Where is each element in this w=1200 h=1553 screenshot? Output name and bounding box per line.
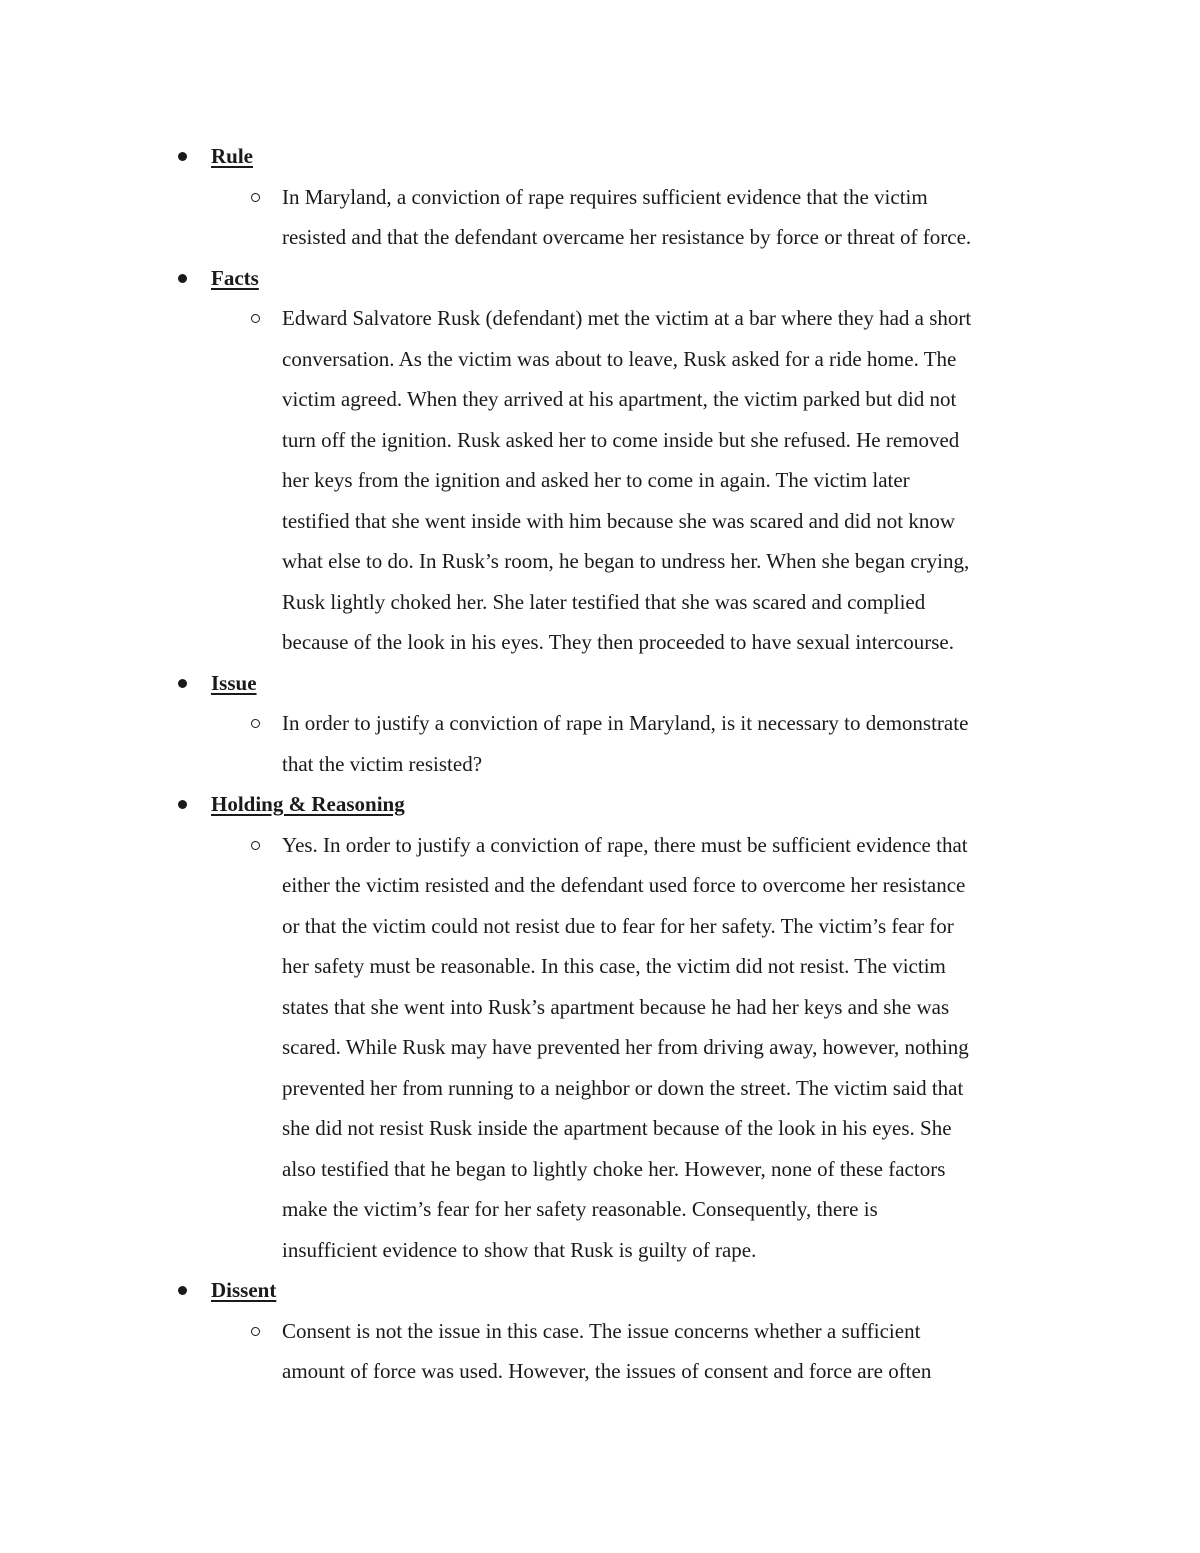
case-brief-outline — [175, 136, 1065, 1392]
section-heading-row — [175, 1270, 1065, 1311]
filled-bullet-icon — [178, 274, 187, 283]
text-line: either the victim resisted and the defendant used force to overcome her resistance — [282, 873, 966, 897]
section-body — [175, 825, 1065, 1271]
section-body — [175, 298, 1065, 663]
hollow-bullet-icon — [251, 841, 260, 850]
text-line: her keys from the ignition and asked her to come in again. The victim later — [282, 468, 910, 492]
hollow-bullet-icon — [251, 193, 260, 202]
section-holding-reasoning — [175, 784, 1065, 1270]
filled-bullet-icon — [178, 679, 187, 688]
filled-bullet-icon — [178, 800, 187, 809]
section-heading: Facts — [211, 265, 259, 290]
filled-bullet-icon — [178, 1286, 187, 1295]
text-line: Rusk lightly choked her. She later testified that she was scared and complied — [282, 589, 926, 614]
text-line: her safety must be reasonable. In this case, the victim did not resist. The victim — [282, 954, 946, 978]
text-line: victim agreed. When they arrived at his apartment, the victim parked but did not — [282, 387, 957, 411]
text-line: because of the look in his eyes. They then proceeded to have sexual intercourse. — [282, 630, 954, 654]
text-line: insufficient evidence to show that Rusk is guilty of rape. — [282, 1237, 757, 1262]
section-body — [175, 177, 1065, 258]
text-line: what else to do. In Rusk’s room, he began to undress her. When she began crying, — [282, 549, 970, 573]
section-heading-row — [175, 663, 1065, 704]
text-line: prevented her from running to a neighbor or down the street. The victim said that — [282, 1075, 964, 1100]
text-line: turn off the ignition. Rusk asked her to come inside but she refused. He removed — [282, 427, 960, 452]
section-heading-row — [175, 136, 1065, 177]
text-line: scared. While Rusk may have prevented her from driving away, however, nothing — [282, 1035, 969, 1059]
text-line: conversation. As the victim was about to leave, Rusk asked for a ride home. The — [282, 346, 957, 371]
text-line: resisted and that the defendant overcame her resistance by force or threat of force. — [282, 225, 972, 249]
text-line: In Maryland, a conviction of rape requires sufficient evidence that the victim — [282, 184, 928, 209]
section-heading: Issue — [211, 670, 257, 695]
text-line: she did not resist Rusk inside the apartment because of the look in his eyes. She — [282, 1116, 952, 1140]
filled-bullet-icon — [178, 152, 187, 161]
text-line: In order to justify a conviction of rape in Maryland, is it necessary to demonstrate — [282, 711, 969, 735]
hollow-bullet-icon — [251, 1327, 260, 1336]
section-issue — [175, 663, 1065, 785]
section-facts — [175, 258, 1065, 663]
text-line: Edward Salvatore Rusk (defendant) met the victim at a bar where they had a short — [282, 306, 972, 330]
text-line: that the victim resisted? — [282, 751, 483, 776]
section-dissent — [175, 1270, 1065, 1392]
text-line: testified that she went inside with him because she was scared and did not know — [282, 508, 956, 533]
text-line: Yes. In order to justify a conviction of rape, there must be sufficient evidence that — [282, 832, 968, 857]
text-line: Consent is not the issue in this case. The issue concerns whether a sufficient — [282, 1318, 921, 1343]
hollow-bullet-icon — [251, 719, 260, 728]
section-rule — [175, 136, 1065, 258]
hollow-bullet-icon — [251, 314, 260, 323]
section-body — [175, 703, 1065, 784]
section-heading-row — [175, 258, 1065, 299]
text-line: make the victim’s fear for her safety reasonable. Consequently, there is — [282, 1197, 878, 1221]
section-heading: Rule — [211, 144, 253, 168]
section-heading: Holding & Reasoning — [211, 792, 405, 816]
section-body — [175, 1311, 1065, 1392]
section-heading: Dissent — [211, 1278, 277, 1302]
section-heading-row — [175, 784, 1065, 825]
text-line: or that the victim could not resist due to fear for her safety. The victim’s fear for — [282, 913, 954, 938]
text-line: amount of force was used. However, the issues of consent and force are often — [282, 1359, 932, 1383]
text-line: also testified that he began to lightly choke her. However, none of these factors — [282, 1156, 946, 1181]
text-line: states that she went into Rusk’s apartment because he had her keys and she was — [282, 994, 950, 1019]
